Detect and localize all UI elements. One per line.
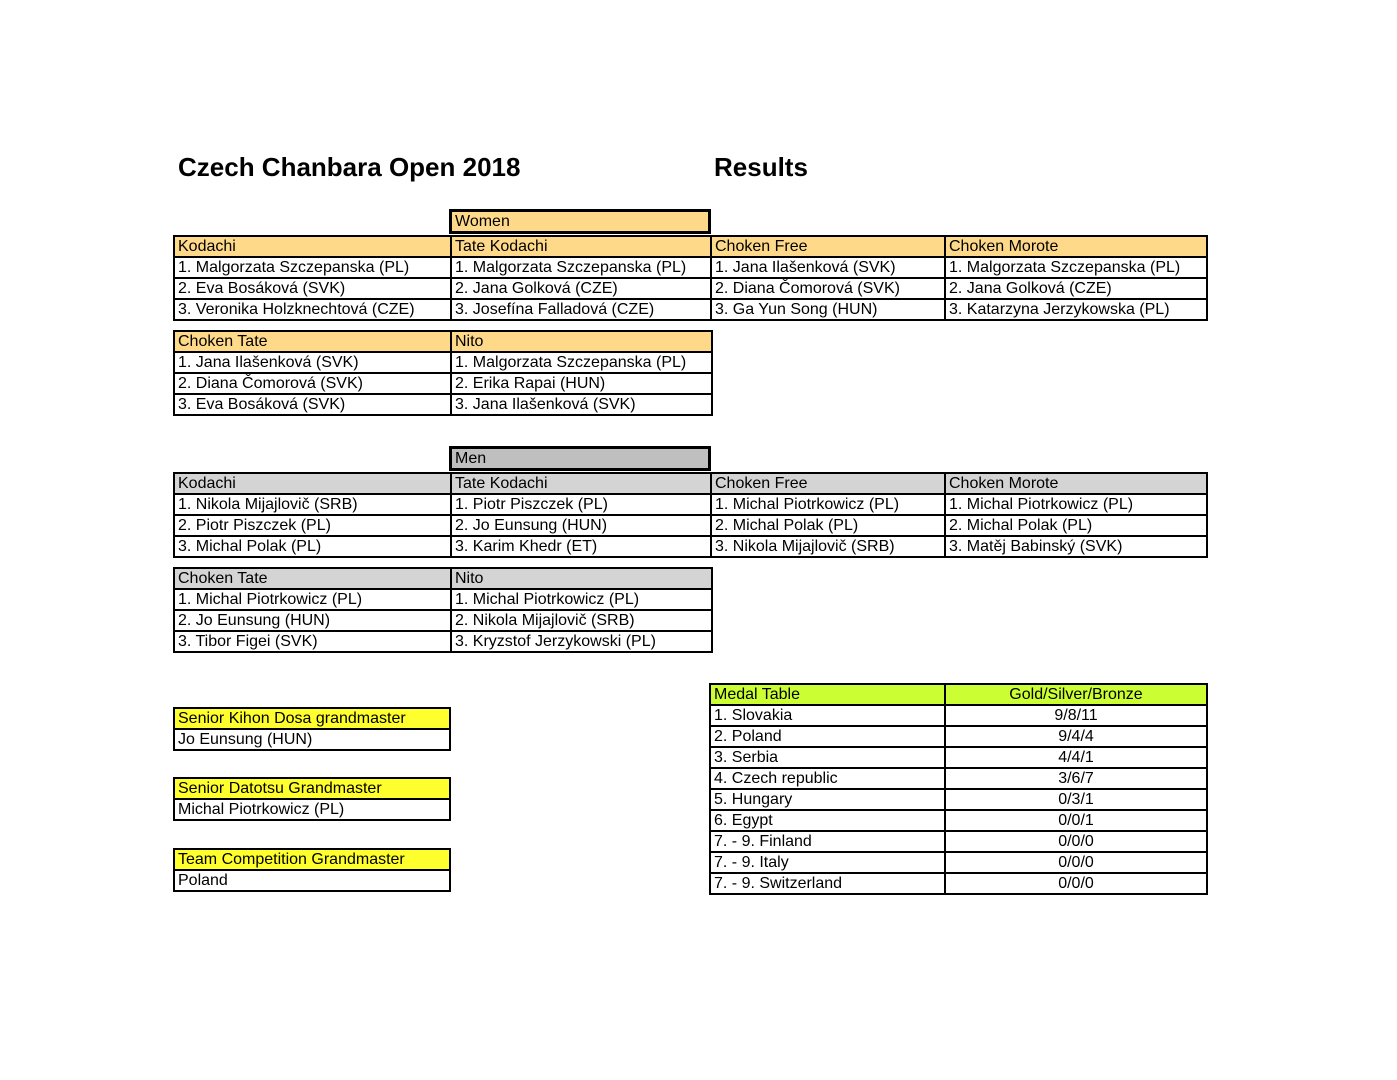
men-choken-free-header: Choken Free [711, 473, 945, 494]
table-cell: 3. Matěj Babinský (SVK) [945, 536, 1207, 557]
men-label-table [449, 446, 711, 471]
men-kodachi-header: Kodachi [174, 473, 451, 494]
table-cell: 7. - 9. Finland [710, 831, 945, 852]
table-cell: 0/0/1 [945, 810, 1207, 831]
table-cell: 2. Diana Čomorová (SVK) [711, 278, 945, 299]
page-subtitle: Results [714, 152, 808, 182]
table-cell: 3. Michal Polak (PL) [174, 536, 451, 557]
table-cell: 2. Jana Golková (CZE) [451, 278, 711, 299]
men-results-table-lower [173, 567, 713, 653]
table-cell: 2. Jana Golková (CZE) [945, 278, 1207, 299]
table-cell: 0/0/0 [945, 852, 1207, 873]
table-cell: 1. Michal Piotrkowicz (PL) [711, 494, 945, 515]
award-header: Team Competition Grandmaster [174, 849, 450, 870]
table-row [710, 789, 1207, 810]
table-cell: 1. Malgorzata Szczepanska (PL) [451, 257, 711, 278]
table-cell: 1. Malgorzata Szczepanska (PL) [945, 257, 1207, 278]
table-cell: 2. Jo Eunsung (HUN) [451, 515, 711, 536]
women-label: Women [451, 211, 710, 233]
table-cell: 9/8/11 [945, 705, 1207, 726]
table-cell: 4/4/1 [945, 747, 1207, 768]
table-row [710, 852, 1207, 873]
table-row [174, 373, 712, 394]
table-cell: 2. Michal Polak (PL) [711, 515, 945, 536]
table-row [710, 705, 1207, 726]
table-cell: 2. Nikola Mijajlovič (SRB) [451, 610, 712, 631]
table-cell: 9/4/4 [945, 726, 1207, 747]
table-cell: 0/0/0 [945, 831, 1207, 852]
medal-table [709, 683, 1208, 895]
table-cell: 7. - 9. Switzerland [710, 873, 945, 894]
table-cell: 0/0/0 [945, 873, 1207, 894]
table-row [710, 747, 1207, 768]
table-row [174, 299, 1207, 320]
award-kihon-dosa-table [173, 707, 451, 751]
table-row [174, 536, 1207, 557]
table-cell: 1. Jana Ilašenková (SVK) [174, 352, 451, 373]
table-cell: 3. Jana Ilašenková (SVK) [451, 394, 712, 415]
women-nito-header: Nito [451, 331, 712, 352]
women-results-table-lower [173, 330, 713, 416]
page-title: Czech Chanbara Open 2018 [178, 152, 521, 182]
men-label: Men [451, 448, 710, 470]
table-cell: 2. Eva Bosáková (SVK) [174, 278, 451, 299]
table-row [710, 684, 1207, 705]
women-results-table [173, 235, 1208, 321]
award-winner: Poland [174, 870, 450, 891]
table-row [174, 631, 712, 652]
women-tate-kodachi-header: Tate Kodachi [451, 236, 711, 257]
medal-table-header-country: Medal Table [710, 684, 945, 705]
table-cell: 1. Jana Ilašenková (SVK) [711, 257, 945, 278]
table-row [174, 394, 712, 415]
table-cell: 1. Malgorzata Szczepanska (PL) [451, 352, 712, 373]
table-cell: 3. Serbia [710, 747, 945, 768]
men-choken-morote-header: Choken Morote [945, 473, 1207, 494]
table-row [174, 494, 1207, 515]
table-row [174, 515, 1207, 536]
table-cell: 2. Michal Polak (PL) [945, 515, 1207, 536]
table-cell: 3. Ga Yun Song (HUN) [711, 299, 945, 320]
men-tate-kodachi-header: Tate Kodachi [451, 473, 711, 494]
award-header: Senior Kihon Dosa grandmaster [174, 708, 450, 729]
award-datotsu-table [173, 777, 451, 821]
table-cell: 1. Piotr Piszczek (PL) [451, 494, 711, 515]
table-cell: 1. Slovakia [710, 705, 945, 726]
table-row [174, 278, 1207, 299]
medal-table-header-medals: Gold/Silver/Bronze [945, 684, 1207, 705]
table-cell: 2. Jo Eunsung (HUN) [174, 610, 451, 631]
award-header: Senior Datotsu Grandmaster [174, 778, 450, 799]
table-cell: 3. Eva Bosáková (SVK) [174, 394, 451, 415]
women-choken-tate-header: Choken Tate [174, 331, 451, 352]
table-cell: 2. Erika Rapai (HUN) [451, 373, 712, 394]
award-team-table [173, 848, 451, 892]
table-row [710, 873, 1207, 894]
table-cell: 3. Veronika Holzknechtová (CZE) [174, 299, 451, 320]
table-cell: 3. Josefína Falladová (CZE) [451, 299, 711, 320]
table-row [174, 352, 712, 373]
table-row [174, 589, 712, 610]
women-choken-morote-header: Choken Morote [945, 236, 1207, 257]
table-row [174, 257, 1207, 278]
award-winner: Jo Eunsung (HUN) [174, 729, 450, 750]
men-nito-header: Nito [451, 568, 712, 589]
table-cell: 3. Katarzyna Jerzykowska (PL) [945, 299, 1207, 320]
table-row [710, 726, 1207, 747]
table-cell: 2. Piotr Piszczek (PL) [174, 515, 451, 536]
award-winner: Michal Piotrkowicz (PL) [174, 799, 450, 820]
table-cell: 1. Michal Piotrkowicz (PL) [174, 589, 451, 610]
table-row [710, 810, 1207, 831]
table-cell: 1. Michal Piotrkowicz (PL) [451, 589, 712, 610]
men-results-table [173, 472, 1208, 558]
table-row [174, 331, 712, 352]
table-cell: 2. Diana Čomorová (SVK) [174, 373, 451, 394]
women-label-table [449, 209, 711, 234]
table-cell: 6. Egypt [710, 810, 945, 831]
women-kodachi-header: Kodachi [174, 236, 451, 257]
table-row [174, 568, 712, 589]
table-row [174, 473, 1207, 494]
men-choken-tate-header: Choken Tate [174, 568, 451, 589]
table-row [174, 236, 1207, 257]
table-cell: 2. Poland [710, 726, 945, 747]
table-cell: 0/3/1 [945, 789, 1207, 810]
table-cell: 1. Malgorzata Szczepanska (PL) [174, 257, 451, 278]
table-cell: 4. Czech republic [710, 768, 945, 789]
table-row [710, 831, 1207, 852]
table-cell: 3. Karim Khedr (ET) [451, 536, 711, 557]
table-cell: 7. - 9. Italy [710, 852, 945, 873]
table-cell: 3. Kryzstof Jerzykowski (PL) [451, 631, 712, 652]
table-cell: 3. Tibor Figei (SVK) [174, 631, 451, 652]
women-choken-free-header: Choken Free [711, 236, 945, 257]
table-cell: 1. Nikola Mijajlovič (SRB) [174, 494, 451, 515]
table-cell: 3/6/7 [945, 768, 1207, 789]
table-row [710, 768, 1207, 789]
table-cell: 3. Nikola Mijajlovič (SRB) [711, 536, 945, 557]
table-row [174, 610, 712, 631]
table-cell: 5. Hungary [710, 789, 945, 810]
table-cell: 1. Michal Piotrkowicz (PL) [945, 494, 1207, 515]
